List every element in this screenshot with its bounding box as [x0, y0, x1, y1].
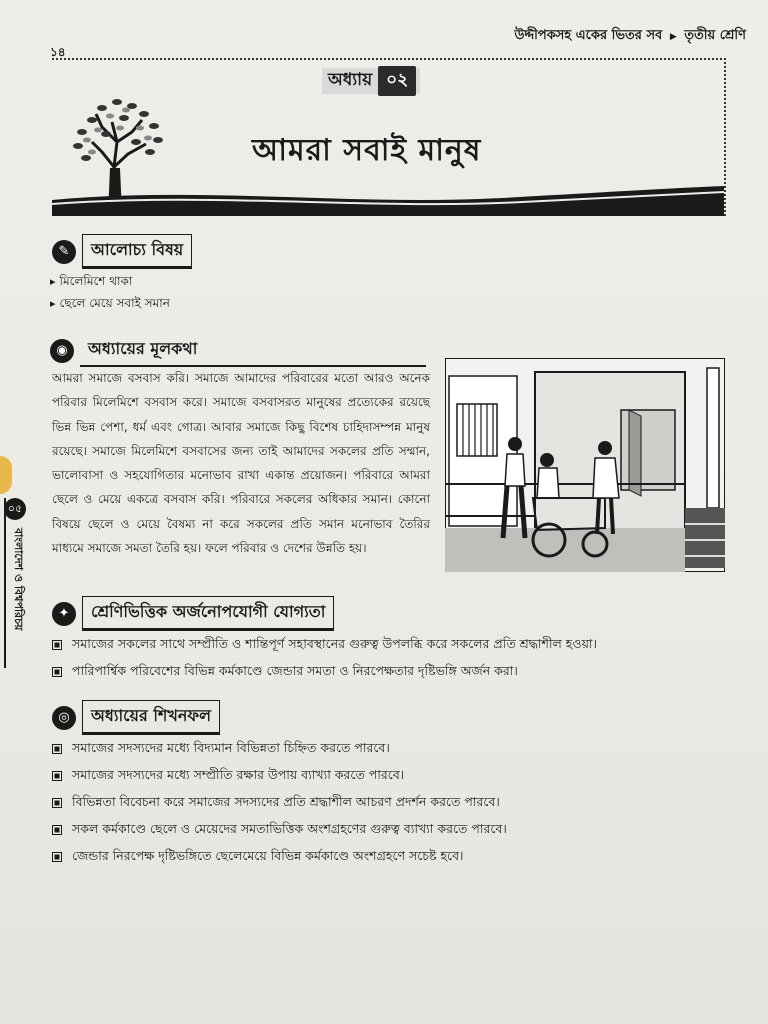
- list-item: জেন্ডার নিরপেক্ষ দৃষ্টিভঙ্গিতে ছেলেমেয়ে বিভিন্ন কর্মকাণ্ডে অংশগ্রহণে সচেষ্ট হবে।: [52, 842, 507, 869]
- summary-heading: [50, 334, 426, 367]
- chapter-tag: [322, 68, 420, 94]
- page-tab-marker: [0, 456, 12, 494]
- competencies-heading-label: শ্রেণিভিত্তিক অর্জনোপযোগী যোগ্যতা: [82, 596, 334, 631]
- outcomes-heading-label: অধ্যায়ের শিখনফল: [82, 700, 220, 735]
- topics-heading-label: আলোচ্য বিষয়: [82, 234, 192, 269]
- list-item: সমাজের সদস্যদের মধ্যে সম্প্রীতি রক্ষার উপায় ব্যাখ্যা করতে পারবে।: [52, 761, 507, 788]
- target-icon: ◎: [52, 706, 76, 730]
- list-item: সকল কর্মকাণ্ডে ছেলে ও মেয়েদের সমতাভিত্তিক অংশগ্রহণের গুরুত্ব ব্যাখ্যা করতে পারবে।: [52, 815, 507, 842]
- arrow-icon: ▶: [669, 32, 677, 42]
- list-item: ▸ মিলেমিশে থাকা: [50, 270, 170, 292]
- topics-heading: [52, 234, 192, 269]
- list-item: সমাজের সদস্যদের মধ্যে বিদ্যমান বিভিন্নতা চিহ্নিত করতে পারবে।: [52, 734, 507, 761]
- chapter-title: আমরা সবাই মানুষ: [252, 133, 482, 168]
- chapter-number: ০২: [378, 66, 416, 96]
- classroom-illustration: [445, 358, 725, 572]
- running-head: [514, 26, 746, 47]
- page-number: ১৪: [50, 45, 66, 59]
- pen-icon: ✎: [52, 240, 76, 264]
- summary-text: আমরা সমাজে বসবাস করি। সমাজে আমাদের পরিবারের মতো আরও অনেক পরিবার মিলেমিশে বসবাস করে। সমাজে বসবাসরত মানুষের প্রত্যেকের রয়েছে ভিন্ন ভিন্ন পেশা, ধর্ম এবং গোত্র। আবার সমাজে কিছু বিশেষ চাহিদাসম্পন্ন মানুষ রয়েছে। সমাজে মিলেমিশে বসবাসের জন্য তাই আমাদের সকলের প্রতি সম্মান, ভালোবাসা ও সহযোগিতার মনোভাব রাখা একান্ত প্রয়োজন। পরিবারে আমরা ছেলে ও মেয়ে একত্রে বসবাস করি। পরিবারে সকলের অধিকার সমান। কোনো বিষয়ে ছেলে ও মেয়ে বৈষম্য না করে সকলের প্রতি সমান মনোভাব তৈরির মাধ্যমে সমাজে সমতা তৈরি হয়। ফলে পরিবার ও দেশের উন্নতি হয়।: [52, 371, 430, 556]
- wave-decoration: [52, 176, 724, 216]
- chapter-word: অধ্যায়: [328, 70, 373, 90]
- competencies-list: [52, 630, 597, 684]
- outcomes-list: [52, 734, 507, 869]
- list-item: বিভিন্নতা বিবেচনা করে সমাজের সদস্যদের প্রতি শ্রদ্ধাশীল আচরণ প্রদর্শন করতে পারবে।: [52, 788, 507, 815]
- outcomes-heading: [52, 700, 220, 735]
- list-item: সমাজের সকলের সাথে সম্প্রীতি ও শান্তিপূর্ণ সহাবস্থানের গুরুত্ব উপলব্ধি করে সকলের প্রতি শ্রদ্ধাশীল হওয়া।: [52, 630, 597, 657]
- topics-list: [50, 270, 170, 314]
- book-icon: ◉: [50, 339, 74, 363]
- subject-sidebar-tab: [4, 498, 26, 668]
- list-item: ▸ ছেলে মেয়ে সবাই সমান: [50, 292, 170, 314]
- chapter-banner: [52, 58, 726, 216]
- class-label: তৃতীয় শ্রেণি: [684, 28, 746, 43]
- sidebar-number: ০৫: [4, 498, 26, 520]
- book-title: উদ্দীপকসহ একের ভিতর সব: [514, 28, 663, 43]
- list-item: পারিপার্শ্বিক পরিবেশের বিভিন্ন কর্মকাণ্ডে জেন্ডার সমতা ও নিরপেক্ষতার দৃষ্টিভঙ্গি অর্জন করা।: [52, 657, 597, 684]
- sidebar-label: বাংলাদেশ ও বিশ্বপরিচয়: [12, 528, 25, 631]
- competencies-heading: [52, 596, 334, 631]
- badge-icon: ✦: [52, 602, 76, 626]
- summary-heading-label: অধ্যায়ের মূলকথা: [80, 334, 426, 367]
